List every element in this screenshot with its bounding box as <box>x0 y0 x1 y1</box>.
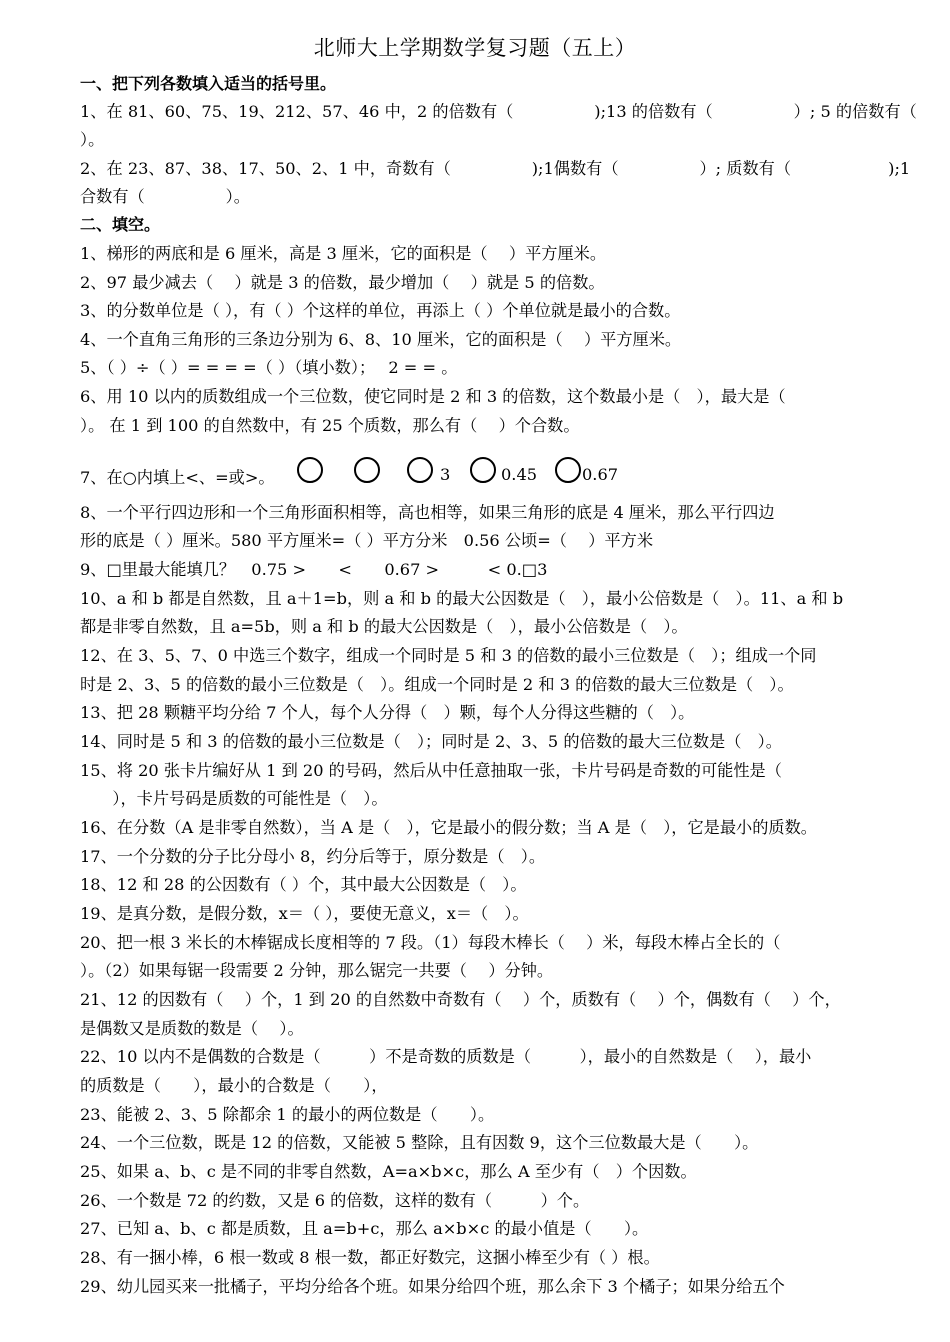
s2-q24: 24、一个三位数，既是 12 的倍数，又能被 5 整除，且有因数 9，这个三位数最大是（ ）。 <box>80 1133 759 1152</box>
s2-q25: 25、如果 a、b、c 是不同的非零自然数，A=a×b×c，那么 A 至少有（ ）个因数。 <box>80 1162 697 1181</box>
section-1-heading: 一、把下列各数填入适当的括号里。 <box>80 74 337 93</box>
s2-q6b: ）。 在 1 到 100 的自然数中，有 25 个质数，那么有（ ）个合数。 <box>80 416 580 435</box>
s2-q14: 14、同时是 5 和 3 的倍数的最小三位数是（ ）；同时是 2、3、5 的倍数的最大三位数是（ ）。 <box>80 732 782 751</box>
s2-q10: 10、a 和 b 都是自然数，且 a＋1=b，则 a 和 b 的最大公因数是（ ），最小公倍数是（ ）。11、a 和 b <box>80 589 844 608</box>
page-title: 北师大上学期数学复习题（五上） <box>313 36 637 60</box>
compare-circle-1[interactable] <box>297 457 323 483</box>
compare-circle-5[interactable] <box>555 457 581 483</box>
s2-q20b: ）。（2）如果每锯一段需要 2 分钟，那么锯完一共要（ ）分钟。 <box>80 961 554 980</box>
s1-line-1: 1、在 81、60、75、19、212、57、46 中，2 的倍数有（ );13 的倍数有（ ）; 5 的倍数有（ <box>80 102 917 121</box>
s2-q22a: 22、10 以内不是偶数的合数是（ ）不是奇数的质数是（ ），最小的自然数是（ ），最小 <box>80 1047 812 1066</box>
s2-q2: 2、97 最少减去（ ）就是 3 的倍数，最少增加（ ）就是 5 的倍数。 <box>80 273 605 292</box>
q7-item-1: 3 <box>440 465 451 484</box>
s2-q13: 13、把 28 颗糖平均分给 7 个人，每个人分得（ ）颗，每个人分得这些糖的（ ）。 <box>80 703 695 722</box>
s1-line-3: 2、在 23、87、38、17、50、2、1 中，奇数有（ );1偶数有（ ）; 质数有（ );1 <box>80 159 911 178</box>
q7-compare-row <box>80 457 880 487</box>
compare-circle-2[interactable] <box>354 457 380 483</box>
s2-q22b: 的质数是（ ），最小的合数是（ ）， <box>80 1076 388 1095</box>
s2-q8b: 形的底是（ ）厘米。580 平方厘米=（ ）平方分米 0.56 公顷=（ ）平方米 <box>80 531 654 550</box>
s2-q3: 3、的分数单位是（ ），有（ ）个这样的单位，再添上（ ）个单位就是最小的合数。 <box>80 301 681 320</box>
section-2-heading: 二、填空。 <box>80 215 161 234</box>
s2-q11: 都是非零自然数，且 a=5b，则 a 和 b 的最大公因数是（ ），最小公倍数是（ ）。 <box>80 617 688 636</box>
s2-q21a: 21、12 的因数有（ ）个，1 到 20 的自然数中奇数有（ ）个，质数有（ ）个，偶数有（ ）个， <box>80 990 841 1009</box>
s2-q27: 27、已知 a、b、c 都是质数，且 a=b+c，那么 a×b×c 的最小值是（ ）。 <box>80 1219 649 1238</box>
s2-q12b: 时是 2、3、5 的倍数的最小三位数是（ ）。组成一个同时是 2 和 3 的倍数的最大三位数是（ ）。 <box>80 675 794 694</box>
s2-q6a: 6、用 10 以内的质数组成一个三位数，使它同时是 2 和 3 的倍数，这个数最小是（ ），最大是（ <box>80 387 786 406</box>
s2-q5: 5、（ ）÷（ ）= = = =（ ）（填小数）； 2 = = 。 <box>80 358 458 377</box>
s2-q28: 28、有一捆小棒，6 根一数或 8 根一数，都正好数完，这捆小棒至少有（ ）根。 <box>80 1248 660 1267</box>
s2-q23: 23、能被 2、3、5 除都余 1 的最小的两位数是（ ）。 <box>80 1105 495 1124</box>
s2-q20a: 20、把一根 3 米长的木棒锯成长度相等的 7 段。（1）每段木棒长（ ）米，每段木棒占全长的（ <box>80 933 781 952</box>
s2-q8a: 8、一个平行四边形和一个三角形面积相等，高也相等，如果三角形的底是 4 厘米，那么平行四边 <box>80 503 775 522</box>
q7-item-3: 0.67 <box>582 465 619 484</box>
s2-q15a: 15、将 20 张卡片编好从 1 到 20 的号码，然后从中任意抽取一张，卡片号码是奇数的可能性是（ <box>80 761 782 780</box>
s2-q19: 19、是真分数，是假分数，x＝（ ），要使无意义，x＝（ ）。 <box>80 904 529 923</box>
q7-item-2: 0.45 <box>501 465 538 484</box>
s2-q18: 18、12 和 28 的公因数有（ ）个，其中最大公因数是（ ）。 <box>80 875 527 894</box>
compare-circle-3[interactable] <box>407 457 433 483</box>
q7-label: 7、在○内填上<、=或>。 <box>80 468 275 487</box>
compare-circle-4[interactable] <box>470 457 496 483</box>
s2-q21b: 是偶数又是质数的数是（ ）。 <box>80 1019 304 1038</box>
s2-q29: 29、幼儿园买来一批橘子，平均分给各个班。如果分给四个班，那么余下 3 个橘子；如果分给五个 <box>80 1277 785 1296</box>
s2-q12a: 12、在 3、5、7、0 中选三个数字，组成一个同时是 5 和 3 的倍数的最小三位数是（ ）；组成一个同 <box>80 646 817 665</box>
s1-line-2: ）。 <box>80 130 105 149</box>
s2-q26: 26、一个数是 72 的约数，又是 6 的倍数，这样的数有（ ）个。 <box>80 1191 590 1210</box>
s2-q9: 9、□里最大能填几？ 0.75 > < 0.67 > < 0.□3 <box>80 560 548 579</box>
s1-line-4: 合数有（ ）。 <box>80 187 250 206</box>
s2-q17: 17、一个分数的分子比分母小 8，约分后等于，原分数是（ ）。 <box>80 847 546 866</box>
s2-q16: 16、在分数（A 是非零自然数），当 A 是（ ），它是最小的假分数；当 A 是（ ），它是最小的质数。 <box>80 818 817 837</box>
s2-q4: 4、一个直角三角形的三条边分别为 6、8、10 厘米，它的面积是（ ）平方厘米。 <box>80 330 682 349</box>
s2-q1: 1、梯形的两底和是 6 厘米，高是 3 厘米，它的面积是（ ）平方厘米。 <box>80 244 607 263</box>
s2-q15b: ），卡片号码是质数的可能性是（ ）。 <box>80 789 388 808</box>
